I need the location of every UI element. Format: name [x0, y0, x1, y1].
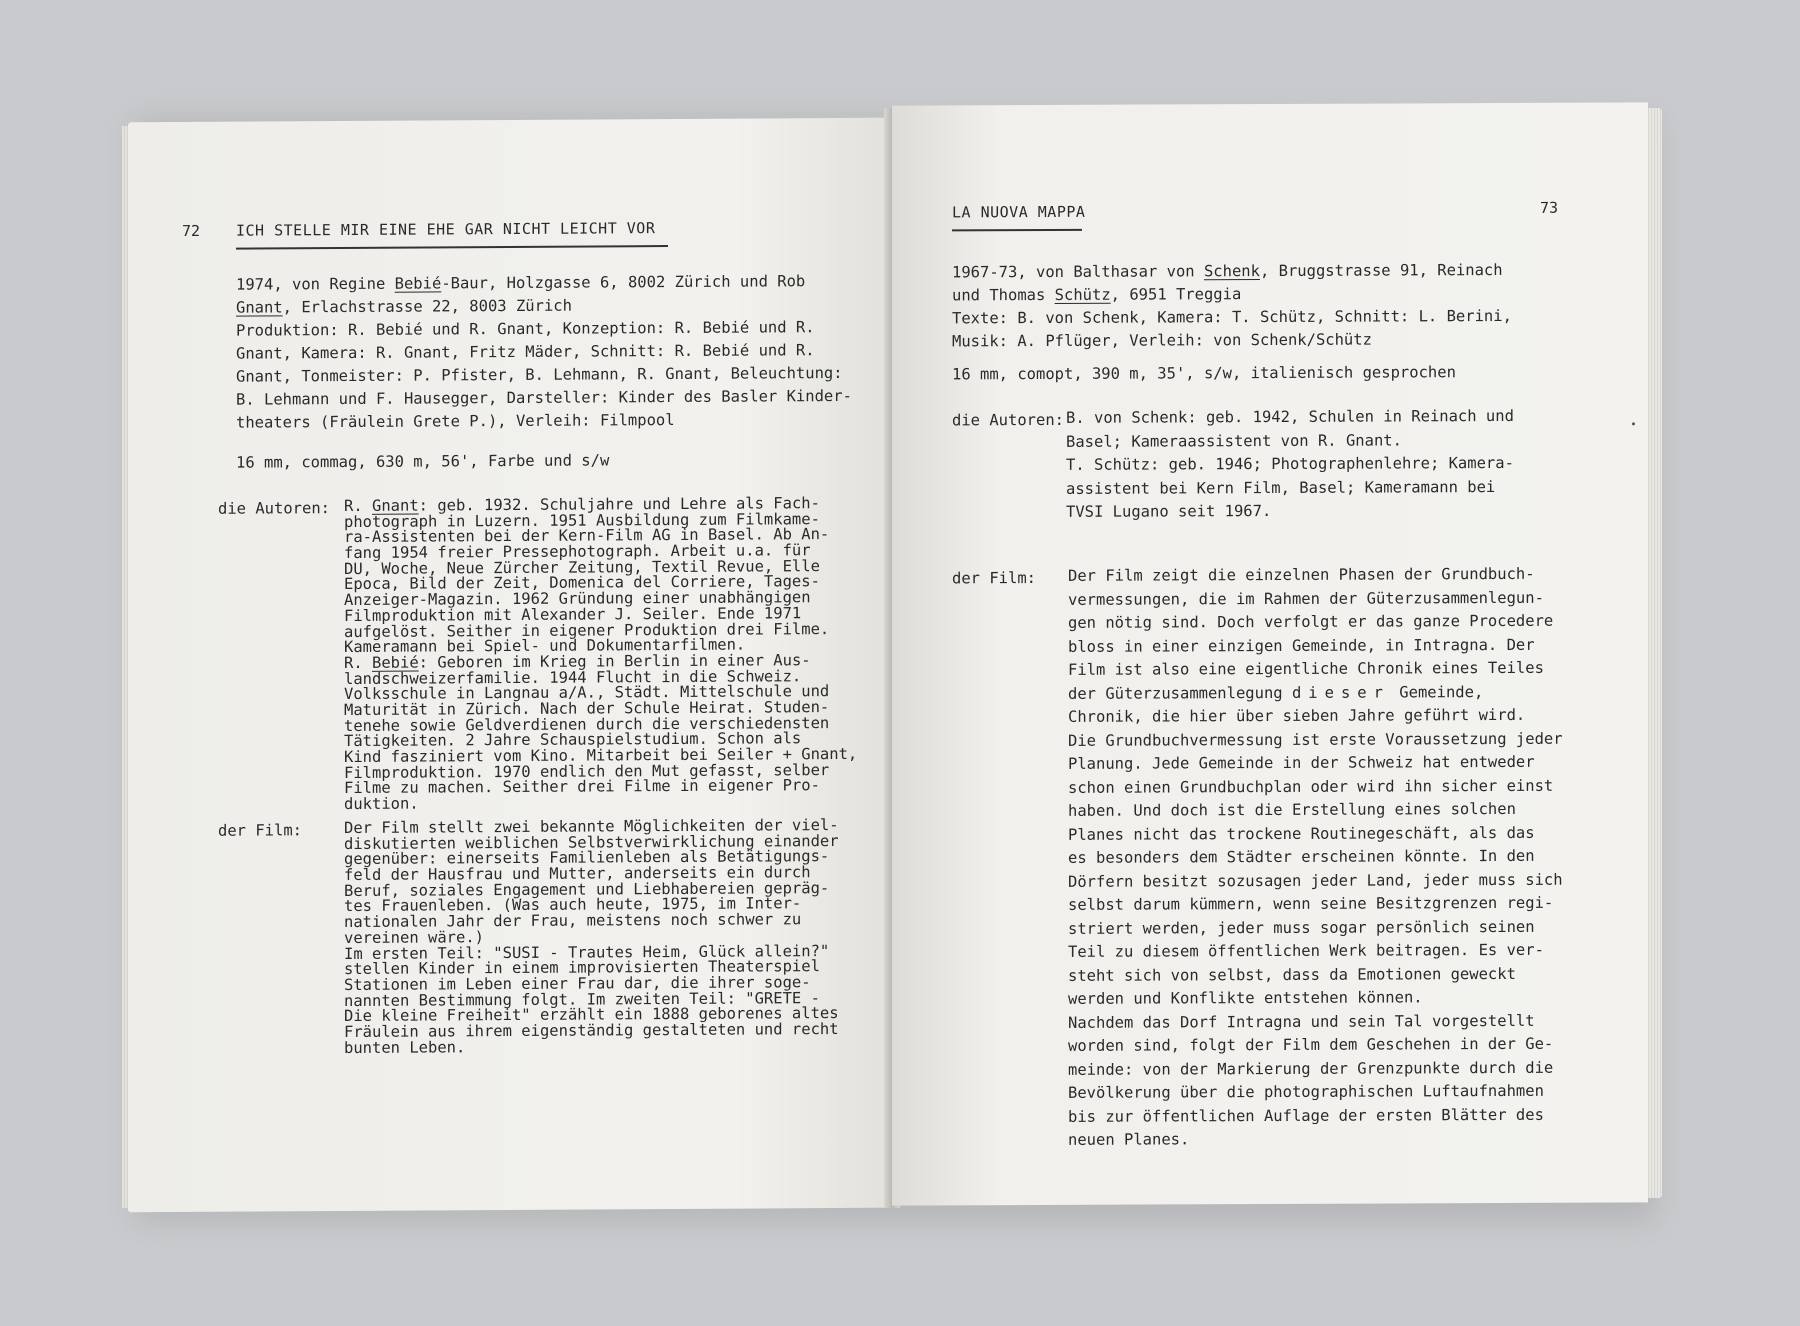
film-line: nationalen Jahr der Frau, meistens noch schwer zu — [344, 910, 802, 932]
film-text-left — [344, 815, 839, 1057]
autoren-label-right: die Autoren: — [952, 410, 1064, 430]
film-line: gegenüber: einerseits Familienleben als Betätigungs- — [344, 847, 830, 869]
bio-text: R. — [344, 496, 372, 516]
film-line: Der Film stellt zwei bekannte Möglichkeiten der viel- — [344, 815, 839, 838]
bio-line: Maturität in Zürich. Nach der Schule Heirat. Studen- — [344, 697, 830, 719]
bio-line: Kind fasziniert vom Kino. Mitarbeit bei Seiler + Gnant, — [344, 744, 858, 767]
bio-line: Tätigkeiten. 2 Jahre Schauspielstudium. Schon als — [344, 729, 802, 751]
film-line: Fräulein aus ihrem eigenständig gestalteten und recht — [344, 1019, 839, 1041]
bio-line: Epoca, Bild der Zeit, Domenica del Corriere, Tages- — [344, 572, 820, 594]
film-line: Teil zu diesem öffentlichen Werk beitragen. Es ver- — [1068, 940, 1544, 961]
film-line: Bevölkerung über die photographischen Luftaufnahmen — [1068, 1081, 1544, 1102]
film-line: Stationen im Leben einer Frau dar, die ihrer soge- — [344, 973, 811, 994]
bio-line: Filmproduktion mit Alexander J. Seiler. Ende 1971 — [344, 604, 802, 625]
credit-text: , Bruggstrasse 91, Reinach — [1259, 260, 1503, 281]
left-page — [128, 118, 890, 1213]
bio-text: : geb. 1932. Schuljahre und Lehre als Fach- — [418, 494, 820, 515]
bio-text: R. — [344, 653, 372, 672]
bio-line: Anzeiger-Magazin. 1962 Gründung einer unabhängigen — [344, 588, 811, 610]
film-line: striert werden, jeder muss sogar persönlich seinen — [1068, 917, 1535, 938]
film-line: schon einen Grundbuchplan oder wird ihn sicher einst — [1068, 776, 1554, 797]
film-line: bis zur öffentlichen Auflage der ersten Blätter des — [1068, 1105, 1544, 1126]
film-line: meinde: von der Markierung der Grenzpunkte durch die — [1068, 1058, 1554, 1079]
film-line: steht sich von selbst, dass da Emotionen geweckt — [1068, 964, 1516, 985]
film-line: haben. Und doch ist die Erstellung eines solchen — [1068, 799, 1516, 820]
credit-line: Gnant, Kamera: R. Gnant, Fritz Mäder, Schnitt: R. Bebié und R. — [236, 341, 815, 363]
film-line: bloss in einer einzigen Gemeinde, in Intragna. Der — [1068, 635, 1535, 656]
credit-name-underlined: Gnant — [236, 298, 283, 317]
credit-line: Gnant, Tonmeister: P. Pfister, B. Lehmann, R. Gnant, Beleuchtung: — [236, 363, 843, 386]
credit-line: Musik: A. Pflüger, Verleih: von Schenk/Schütz — [952, 330, 1372, 351]
bio-line: landschweizerfamilie. 1944 Flucht in die Schweiz. — [344, 666, 802, 688]
film-line: es besonders dem Städter erscheinen könnte. In den — [1068, 846, 1535, 867]
autoren-text-right — [1066, 405, 1514, 524]
film-text: Gemeinde, — [1389, 682, 1484, 701]
film-line: selbst darum kümmern, wenn seine Besitzgrenzen regi- — [1068, 893, 1554, 914]
bio-text: : Geboren im Krieg in Berlin in einer Aus- — [418, 651, 811, 672]
film-line: feld der Hausfrau und Mutter, anderseits ein durch — [344, 863, 811, 885]
autoren-label-left: die Autoren: — [218, 499, 330, 518]
bio-line: Basel; Kameraassistent von R. Gnant. — [1066, 430, 1402, 451]
autoren-text-left — [344, 496, 857, 813]
bio-line: B. von Schenk: geb. 1942, Schulen in Reinach und — [1066, 406, 1514, 427]
running-title-left: ICH STELLE MIR EINE EHE GAR NICHT LEICHT VOR — [236, 219, 656, 240]
bio-line: ra-Assistenten bei der Kern-Film AG in Basel. Ab An- — [344, 525, 830, 547]
film-line: Chronik, die hier über sieben Jahre geführt wird. — [1068, 705, 1526, 726]
film-line: stellen Kinder in einem improvisierten Theaterspiel — [344, 957, 820, 979]
credit-line: B. Lehmann und F. Hausegger, Darsteller: Kinder des Basler Kinder- — [236, 386, 852, 409]
film-label-left: der Film: — [218, 821, 302, 840]
page-number-left: 72 — [182, 221, 201, 240]
film-line: vereinen wäre.) — [344, 927, 484, 947]
film-line: Dörfern besitzt sozusagen jeder Land, jeder muss sich — [1068, 870, 1563, 891]
bio-line: T. Schütz: geb. 1946; Photographenlehre; Kamera- — [1066, 453, 1514, 474]
film-line: Beruf, soziales Engagement und Liebhabereien gepräg- — [344, 878, 830, 900]
bio-name-underlined: Gnant — [372, 496, 419, 515]
film-line: neuen Planes. — [1068, 1130, 1190, 1149]
bio-line: DU, Woche, Neue Zürcher Zeitung, Textil Revue, Elle — [344, 556, 820, 578]
margin-dot — [1632, 422, 1635, 425]
film-line: bunten Leben. — [344, 1037, 466, 1057]
credit-text: 1974, von Regine — [236, 274, 395, 294]
page-number-right: 73 — [1540, 198, 1559, 217]
film-line: nannten Bestimmung folgt. Im zweiten Teil: "GRETE - — [344, 988, 820, 1010]
film-line: gen nötig sind. Doch verfolgt er das ganze Procedere — [1068, 611, 1554, 632]
format-line-right — [952, 361, 1456, 386]
film-line: worden sind, folgt der Film dem Geschehen in der Ge- — [1068, 1034, 1554, 1055]
film-line: diskutierten weiblichen Selbstverwirklichung einander — [344, 831, 839, 853]
title-rule-left — [236, 245, 668, 250]
credits-left — [236, 270, 852, 435]
bio-line: duktion. — [344, 794, 419, 814]
credit-text: , 6951 Treggia — [1110, 285, 1242, 304]
bio-line: fang 1954 freier Pressephotograph. Arbeit u.a. für — [344, 541, 811, 563]
film-label-right: der Film: — [952, 569, 1036, 588]
bio-line: photograph in Luzern. 1951 Ausbildung zum Filmkame- — [344, 509, 820, 531]
film-line: Die kleine Freiheit" erzählt ein 1888 geborenes altes — [344, 1004, 839, 1026]
film-spaced-word: dieser — [1291, 682, 1390, 702]
bio-line: aufgelöst. Seither in eigener Produktion drei Filme. — [344, 619, 830, 641]
bio-line: Filme zu machen. Seither drei Filme in eigener Pro- — [344, 776, 820, 798]
film-line: vermessungen, die im Rahmen der Güterzusammenlegun- — [1068, 588, 1544, 609]
credit-line: Produktion: R. Bebié und R. Gnant, Konzeption: R. Bebié und R. — [236, 318, 815, 340]
film-line: Der Film zeigt die einzelnen Phasen der Grundbuch- — [1068, 564, 1535, 585]
film-line: Die Grundbuchvermessung ist erste Voraussetzung jeder — [1068, 729, 1563, 750]
film-line: werden und Konflikte entstehen können. — [1068, 988, 1423, 1008]
film-text: der Güterzusammenlegung — [1068, 683, 1292, 703]
format-line-left — [236, 449, 609, 474]
bio-line: tenehe sowie Geldverdienen durch die verschiedensten — [344, 713, 830, 735]
credit-text: -Baur, Holzgasse 6, 8002 Zürich und Rob — [441, 272, 806, 293]
credit-text: 1967-73, von Balthasar von — [952, 262, 1204, 282]
film-line: Planung. Jede Gemeinde in der Schweiz hat entweder — [1068, 752, 1535, 773]
film-line: tes Frauenleben. (Was auch heute, 1975, im Inter- — [344, 894, 802, 916]
credits-right — [952, 259, 1512, 353]
bio-line: assistent bei Kern Film, Basel; Kameramann bei — [1066, 477, 1496, 498]
film-line: Im ersten Teil: "SUSI - Trautes Heim, Glück allein?" — [344, 941, 830, 963]
bio-line: Volksschule in Langnau a/A., Städt. Mittelschule und — [344, 682, 830, 704]
right-page — [892, 102, 1648, 1205]
bio-name-underlined: Bebié — [372, 653, 419, 672]
credit-text: und Thomas — [952, 285, 1055, 305]
film-line: Planes nicht das trockene Routinegeschäft, als das — [1068, 823, 1535, 844]
credit-line: Texte: B. von Schenk, Kamera: T. Schütz, Schnitt: L. Berini, — [952, 306, 1512, 328]
format-text: 16 mm, commag, 630 m, 56', Farbe und s/w — [236, 451, 610, 472]
credit-text: , Erlachstrasse 22, 8003 Zürich — [282, 296, 572, 317]
bio-line: TVSI Lugano seit 1967. — [1066, 501, 1272, 521]
film-text-right — [1068, 563, 1563, 1153]
film-line: Nachdem das Dorf Intragna und sein Tal vorgestellt — [1068, 1011, 1535, 1032]
credit-line: theaters (Fräulein Grete P.), Verleih: Filmpool — [236, 410, 675, 432]
format-text: 16 mm, comopt, 390 m, 35', s/w, italienisch gesprochen — [952, 363, 1456, 384]
credit-name-underlined: Bebié — [394, 274, 442, 293]
bio-line: Kameramann bei Spiel- und Dokumentarfilmen. — [344, 635, 746, 657]
title-rule-right — [952, 229, 1082, 232]
film-line: Film ist also eine eigentliche Chronik eines Teiles — [1068, 658, 1544, 679]
running-title-right: LA NUOVA MAPPA — [952, 202, 1086, 222]
bio-line: Filmproduktion. 1970 endlich den Mut gefasst, selber — [344, 760, 830, 782]
credit-name-underlined: Schütz — [1054, 285, 1111, 304]
credit-name-underlined: Schenk — [1203, 262, 1260, 281]
